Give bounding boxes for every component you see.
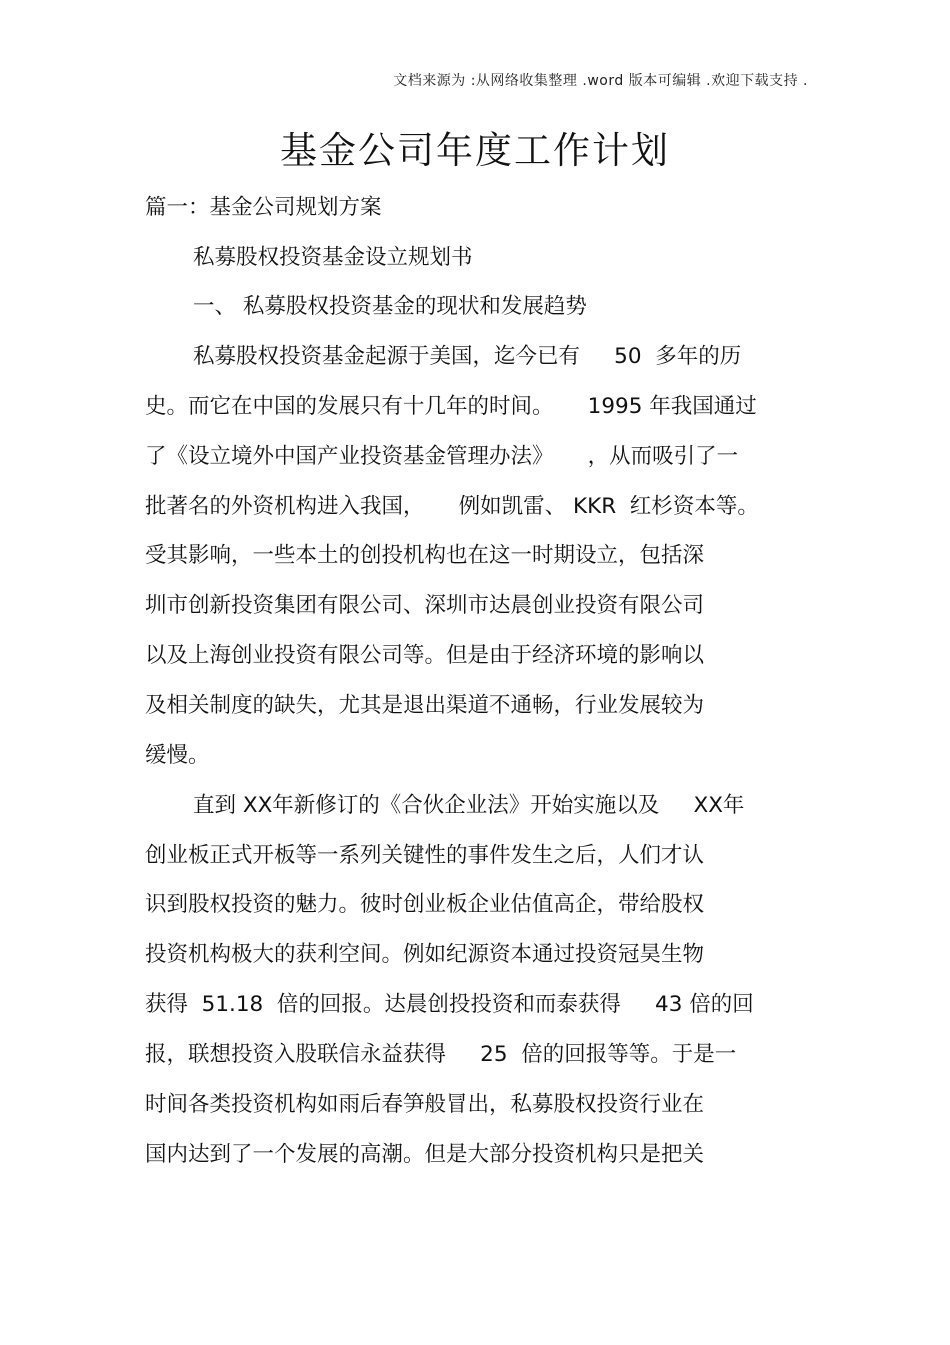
paragraph-line: 国内达到了一个发展的高潮。但是大部分投资机构只是把关 <box>145 1142 705 1167</box>
paragraph-line: 私募股权投资基金起源于美国，迄今已有 50 多年的历 <box>193 344 742 369</box>
paragraph-line: 报，联想投资入股联信永益获得 25 倍的回报等等。于是一 <box>145 1042 737 1067</box>
paragraph-line: 获得 51.18 倍的回报。达晨创投投资和而泰获得 43 倍的回 <box>145 992 754 1017</box>
paragraph-line: 识到股权投资的魅力。彼时创业板企业估值高企，带给股权 <box>145 892 705 917</box>
paragraph-line: 以及上海创业投资有限公司等。但是由于经济环境的影响以 <box>145 643 705 668</box>
paragraph-line: 时间各类投资机构如雨后春笋般冒出，私募股权投资行业在 <box>145 1092 705 1117</box>
section-heading: 篇一：基金公司规划方案 <box>145 195 382 220</box>
subtitle: 私募股权投资基金设立规划书 <box>193 245 473 270</box>
paragraph-line: 直到 XX年新修订的《合伙企业法》开始实施以及 XX年 <box>193 793 745 818</box>
paragraph-line: 圳市创新投资集团有限公司、深圳市达晨创业投资有限公司 <box>145 593 705 618</box>
subheading: 一、 私募股权投资基金的现状和发展趋势 <box>193 294 587 319</box>
paragraph-line: 创业板正式开板等一系列关键性的事件发生之后，人们才认 <box>145 843 705 868</box>
paragraph-line: 了《设立境外中国产业投资基金管理办法》 ，从而吸引了一 <box>145 444 739 469</box>
document-title: 基金公司年度工作计划 <box>280 129 670 172</box>
paragraph-line: 及相关制度的缺失，尤其是退出渠道不通畅，行业发展较为 <box>145 693 705 718</box>
source-note: 文档来源为 :从网络收集整理 .word 版本可编辑 .欢迎下载支持 . <box>393 73 808 89</box>
paragraph-line: 受其影响，一些本土的创投机构也在这一时期设立，包括深 <box>145 543 705 568</box>
paragraph-line: 缓慢。 <box>145 743 210 768</box>
paragraph-line: 投资机构极大的获利空间。例如纪源资本通过投资冠昊生物 <box>145 942 705 967</box>
paragraph-line: 史。而它在中国的发展只有十几年的时间。 1995 年我国通过 <box>145 394 757 419</box>
paragraph-line: 批著名的外资机构进入我国， 例如凯雷、 KKR 红杉资本等。 <box>145 494 759 519</box>
